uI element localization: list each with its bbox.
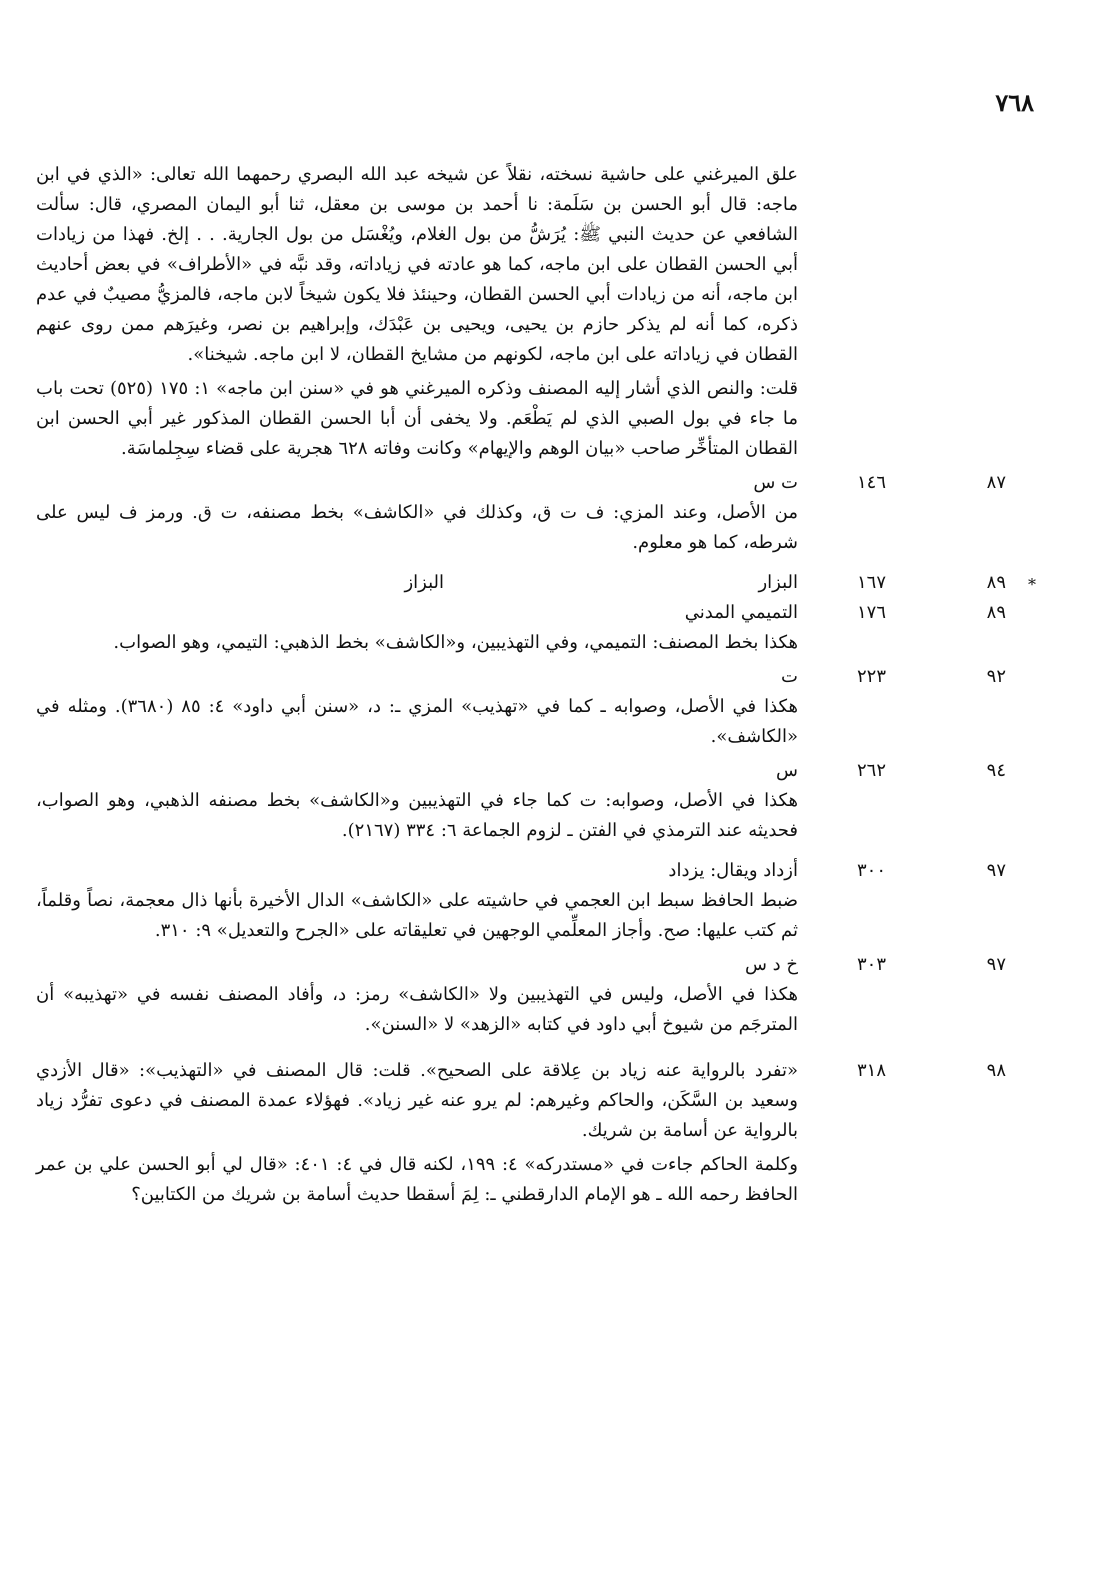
entry-note: هكذا بخط المصنف: التميمي، وفي التهذيبين، و«الكاشف» بخط الذهبي: التيمي، وهو الصواب. [113, 632, 798, 653]
entry-text: البزار [758, 572, 798, 593]
entry-line-number: ١٤٦ [856, 472, 886, 493]
entry [36, 468, 1036, 558]
entry-mark: * [1028, 575, 1036, 594]
entry [36, 756, 1036, 846]
entry-line-number: ٣٠٠ [856, 860, 886, 881]
entry-line-number: ٢٢٣ [856, 666, 886, 687]
entry-line-number: ٢٦٢ [856, 760, 886, 781]
entry-header [36, 856, 1036, 886]
intro-paragraph: علق الميرغني على حاشية نسخته، نقلاً عن شيخه عبد الله البصري رحمهما الله تعالى: «الذي في ابن ماجه: قال أبو الحسن بن سَلَمة: نا أحمد بن موسى بن معقل، ثنا أبو اليمان المصري، قال: سألت الشافعي عن حديث النبي ﷺ: يُرَشُّ من بول الغلام، ويُغْسَل من بول الجارية. . . إلخ. فهذا من زيادات أبي الحسن القطان على ابن ماجه، كما هو عادته في زياداته، وقد نبَّه في «الأطراف» في بعض أحاديث ابن ماجه، أنه من زيادات أبي الحسن القطان، وحينئذ فلا يكون شيخاً لابن ماجه، فالمزيُّ مصيبٌ في عدم ذكره، كما أنه لم يذكر حازم بن يحيى، ويحيى بن عَبْدَك، وإبراهيم بن نصر، وغيرَهم ممن روى عنهم القطان في زياداته على ابن ماجه، لكونهم من مشايخ القطان، لا ابن ماجه. شيخنا». [36, 164, 798, 365]
entry-note: هكذا في الأصل، وصوابه: ت كما جاء في التهذيبين و«الكاشف» بخط مصنفه الذهبي، وهو الصواب، فحديثه عند الترمذي في الفتن ـ لزوم الجماعة ٦: ٣٣٤ (٢١٦٧). [36, 790, 798, 841]
entry-header [36, 950, 1036, 980]
entry-header [36, 568, 1036, 598]
entry-note: «تفرد بالرواية عنه زياد بن عِلاقة على الصحيح». قلت: قال المصنف في «التهذيب»: «قال الأزدي وسعيد بن السَّكَن، والحاكم وغيرهم: لم يرو عنه غير زياد». فهؤلاء عمدة المصنف في دعوى تفرُّد زياد بالرواية عن أسامة بن شريك. [36, 1060, 799, 1141]
entry-text: س [776, 760, 798, 781]
entry-text: ت [781, 666, 798, 687]
entry-page-number: ٨٩ [986, 572, 1006, 593]
entry-page-number: ٩٤ [986, 760, 1006, 781]
entry-page-number: ٩٧ [986, 954, 1006, 975]
intro-section [36, 160, 1036, 464]
entry [36, 1056, 1036, 1210]
entry-page-number: ٩٢ [986, 666, 1006, 687]
entry-correction: البزاز [404, 572, 444, 593]
entry-header [36, 662, 1036, 692]
entry-page-number: ٨٩ [986, 602, 1006, 623]
entry-page-number: ٩٧ [986, 860, 1006, 881]
entry-text: التميمي المدني [684, 602, 798, 623]
entry-line-number: ١٦٧ [856, 572, 886, 593]
entry-line-number: ٣١٨ [856, 1060, 886, 1081]
entry-header [36, 756, 1036, 786]
entry-note: وكلمة الحاكم جاءت في «مستدركه» ٤: ١٩٩، لكنه قال في ٤: ٤٠١: «قال لي أبو الحسن علي بن عمر الحافظ رحمه الله ـ هو الإمام الدارقطني ـ: لِمَ أسقطا حديث أسامة بن شريك من الكتابين؟ [36, 1154, 798, 1205]
entry-note: من الأصل، وعند المزي: ف ت ق، وكذلك في «الكاشف» بخط مصنفه، ت ق. ورمز ف ليس على شرطه، كما هو معلوم. [36, 502, 798, 553]
entry-header [36, 598, 1036, 628]
entry-page-number: ٩٨ [986, 1060, 1006, 1081]
entry-note: هكذا في الأصل، وليس في التهذيبين ولا «الكاشف» رمز: د، وأفاد المصنف نفسه في «تهذيبه» أن المترجَم من شيوخ أبي داود في كتابه «الزهد» لا «السنن». [36, 984, 798, 1035]
page-number: ٧٦٨ [995, 88, 1034, 117]
entry-text: ت س [753, 472, 798, 493]
entry-text: خ د س [744, 954, 798, 975]
entry [36, 662, 1036, 752]
entry [36, 598, 1036, 658]
entry [36, 568, 1036, 598]
entry [36, 856, 1036, 946]
entry-line-number: ١٧٦ [856, 602, 886, 623]
entry-line-number: ٣٠٣ [856, 954, 886, 975]
intro-paragraph: قلت: والنص الذي أشار إليه المصنف وذكره الميرغني هو في «سنن ابن ماجه» ١: ١٧٥ (٥٢٥) تحت باب ما جاء في بول الصبي الذي لم يَطْعَم. ولا يخفى أن أبا الحسن القطان المذكور غير أبي الحسن ابن القطان المتأخِّر صاحب «بيان الوهم والإيهام» وكانت وفاته ٦٢٨ هجرية على قضاء سِجِلماسَة. [36, 378, 798, 459]
entry-header [36, 468, 1036, 498]
entry-note: هكذا في الأصل، وصوابه ـ كما في «تهذيب» المزي ـ: د، «سنن أبي داود» ٤: ٨٥ (٣٦٨٠). ومثله في «الكاشف». [36, 696, 798, 747]
entry-page-number: ٨٧ [986, 472, 1006, 493]
entry [36, 950, 1036, 1040]
entry-note: ضبط الحافظ سبط ابن العجمي في حاشيته على «الكاشف» الدال الأخيرة بأنها ذال معجمة، نصاً وقلماً، ثم كتب عليها: صح. وأجاز المعلِّمي الوجهين في تعليقاته على «الجرح والتعديل» ٩: ٣١٠. [36, 890, 798, 941]
entry-text: أزداد ويقال: يزداد [668, 860, 798, 881]
page-body [36, 160, 1036, 1214]
